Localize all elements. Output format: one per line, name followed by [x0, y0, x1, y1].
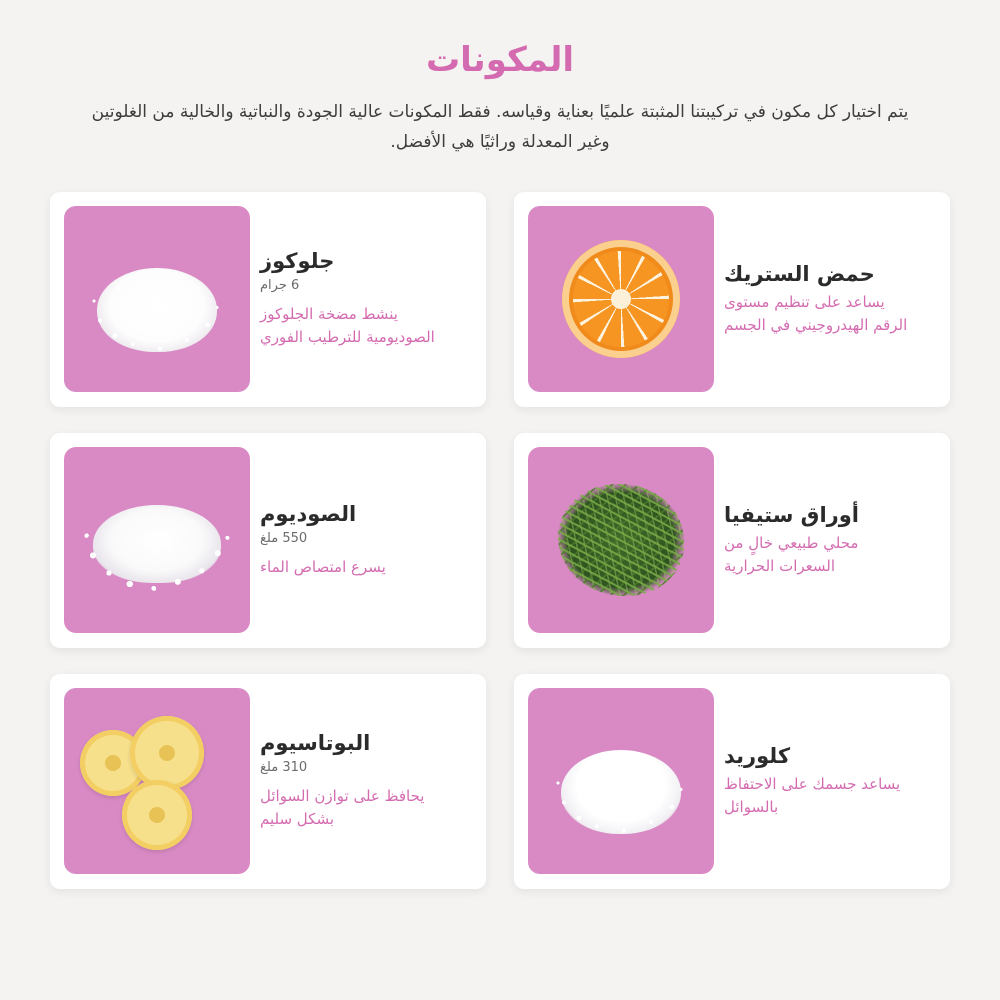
ingredient-amount: 6 جرام — [260, 278, 300, 294]
ingredient-description: يسرع امتصاص الماء — [260, 557, 386, 576]
leaves-icon — [528, 447, 714, 633]
ingredient-description: يحافظ على توازن السوائل بشكل سليم — [260, 787, 425, 829]
ingredient-description: يساعد جسمك على الاحتفاظ بالسوائل — [724, 774, 901, 816]
page-subtitle: يتم اختيار كل مكون في تركيبتنا المثبتة علميًا بعناية وقياسه. فقط المكونات عالية الجودة والنباتية والخالية من الغلوتين وغير المعدلة وراثيًا هي الأفضل. — [91, 102, 909, 152]
stevia-leaves-image — [528, 447, 714, 633]
salt-crystals-icon — [64, 447, 250, 633]
ingredient-card[interactable] — [514, 192, 950, 407]
ingredient-name: الصوديوم — [260, 502, 357, 527]
powder-mound-icon — [528, 688, 714, 874]
ingredient-card-text — [250, 501, 472, 579]
glucose-powder-image — [64, 206, 250, 392]
ingredient-name: جلوكوز — [260, 249, 335, 274]
ingredient-amount: 310 ملغ — [260, 760, 308, 776]
ingredient-card[interactable] — [514, 674, 950, 889]
ingredient-name: البوتاسيوم — [260, 731, 371, 756]
ingredient-card-text — [250, 730, 472, 831]
sodium-salt-image — [64, 447, 250, 633]
ingredient-card[interactable] — [50, 674, 486, 889]
ingredient-description: محلي طبيعي خالٍ من السعرات الحرارية — [724, 533, 859, 575]
ingredient-description: ينشط مضخة الجلوكوز الصوديومية للترطيب الفوري — [260, 305, 435, 347]
orange-slice-image — [528, 206, 714, 392]
chloride-powder-image — [528, 688, 714, 874]
banana-slices-icon — [64, 688, 250, 874]
ingredient-name: أوراق ستيفيا — [724, 502, 859, 527]
ingredient-card-text — [250, 248, 472, 349]
powder-mound-icon — [64, 206, 250, 392]
page-title: المكونات — [426, 40, 575, 80]
ingredient-description: يساعد على تنظيم مستوى الرقم الهيدروجيني في الجسم — [724, 292, 908, 334]
ingredient-card-text — [714, 261, 936, 337]
banana-slices-image — [64, 688, 250, 874]
ingredients-grid — [50, 192, 950, 889]
ingredient-card-text — [714, 502, 936, 578]
ingredient-name: كلوريد — [724, 743, 791, 768]
ingredient-name: حمض الستريك — [724, 261, 875, 286]
orange-slice-icon — [528, 206, 714, 392]
ingredient-amount: 550 ملغ — [260, 530, 308, 546]
ingredient-card-text — [714, 743, 936, 819]
ingredient-card[interactable] — [50, 192, 486, 407]
ingredient-card[interactable] — [514, 433, 950, 648]
ingredient-card[interactable] — [50, 433, 486, 648]
